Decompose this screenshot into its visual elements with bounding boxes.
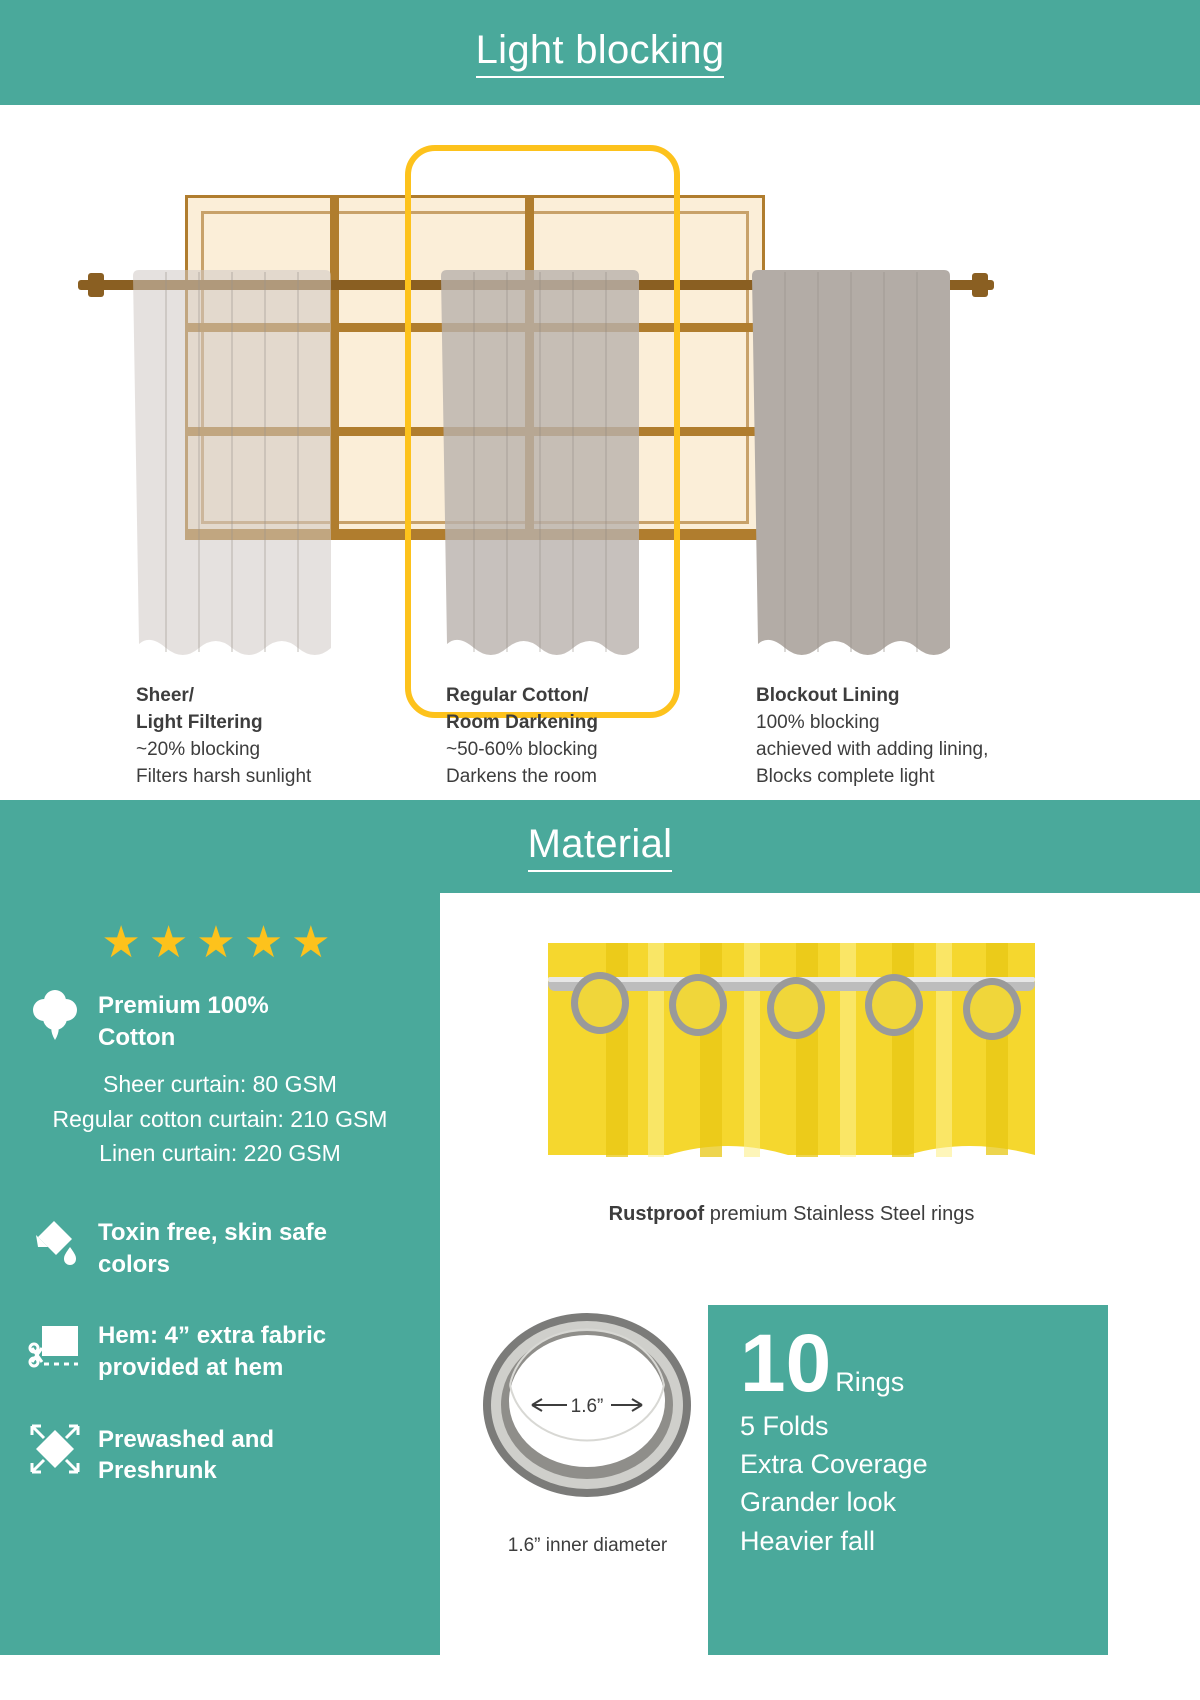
- feature-label: Premium 100% Cotton: [98, 992, 269, 1051]
- section-header-light-blocking: [0, 0, 1200, 105]
- curtain-panel-blockout-lining: [752, 270, 950, 670]
- rings-count-row: [740, 1318, 1108, 1409]
- photo-caption-rest: premium Stainless Steel rings: [704, 1203, 975, 1225]
- sheer-panel-shape: [133, 270, 331, 670]
- feature-prewashed: [0, 1420, 440, 1487]
- star-icon: ★: [101, 918, 149, 967]
- feature-label: Prewashed and Preshrunk: [98, 1425, 275, 1485]
- grommet-ring-icon: [470, 1305, 705, 1520]
- curtain-panel-sheer: [133, 270, 331, 670]
- panel-label-blockout-lining: Blockout Lining 100% blocking achieved with adding lining, Blocks complete light: [756, 685, 989, 787]
- list-item: Extra Coverage: [740, 1449, 928, 1480]
- feature-toxin-free: [0, 1213, 440, 1280]
- curtain-rod-cap-left: [88, 273, 104, 297]
- paint-drop-icon: [26, 1213, 84, 1271]
- section-header-material: [0, 800, 1200, 893]
- ring-caption: 1.6” inner diameter: [507, 1535, 668, 1556]
- shrink-arrows-icon: [26, 1420, 84, 1478]
- rings-benefit-list: [740, 1407, 1108, 1560]
- section-title-light-blocking: Light blocking: [476, 28, 725, 78]
- feature-label: Toxin free, skin safe colors: [98, 1218, 327, 1278]
- ring-diameter-diagram: [470, 1305, 705, 1557]
- blockout-panel-shape: [752, 270, 950, 670]
- window-mullion-vertical-1: [330, 195, 339, 540]
- photo-caption-bold: Rustproof: [608, 1203, 705, 1225]
- star-icon: ★: [196, 918, 244, 967]
- section-title-material: Material: [528, 822, 673, 872]
- panel-label-sheer: Sheer/ Light Filtering ~20% blocking Filters harsh sunlight: [136, 685, 312, 787]
- feature-hem: [0, 1316, 440, 1383]
- light-blocking-diagram: [0, 105, 1200, 800]
- feature-premium-cotton: [0, 986, 440, 1053]
- rings-info-panel: [708, 1305, 1108, 1655]
- rings-count-label: Rings: [835, 1367, 905, 1397]
- panel-label-regular-cotton: Regular Cotton/ Room Darkening ~50-60% blocking Darkens the room: [446, 685, 599, 787]
- material-features-panel: [0, 893, 440, 1655]
- star-icon: ★: [243, 918, 292, 967]
- rings-count: 10: [740, 1318, 832, 1409]
- highlight-outline-regular-cotton: [405, 145, 680, 718]
- feature-label: Hem: 4” extra fabric provided at hem: [98, 1322, 327, 1381]
- cotton-boll-icon: [26, 986, 84, 1044]
- star-icon: ★: [148, 918, 197, 967]
- list-item: Heavier fall: [740, 1525, 876, 1556]
- star-rating: [0, 893, 440, 968]
- gsm-list: Sheer curtain: 80 GSM Regular cotton curtain: 210 GSM Linen curtain: 220 GSM: [52, 1071, 388, 1167]
- material-content: [0, 893, 1200, 1699]
- hem-scissors-icon: [26, 1316, 84, 1374]
- photo-caption: [548, 1203, 1035, 1226]
- list-item: 5 Folds: [740, 1410, 829, 1441]
- star-icon: ★: [291, 918, 339, 967]
- curtain-rod-cap-right: [972, 273, 988, 297]
- list-item: Grander look: [740, 1487, 897, 1518]
- curtain-rings-photo: [548, 925, 1035, 1190]
- ring-measure-label: 1.6”: [570, 1396, 604, 1417]
